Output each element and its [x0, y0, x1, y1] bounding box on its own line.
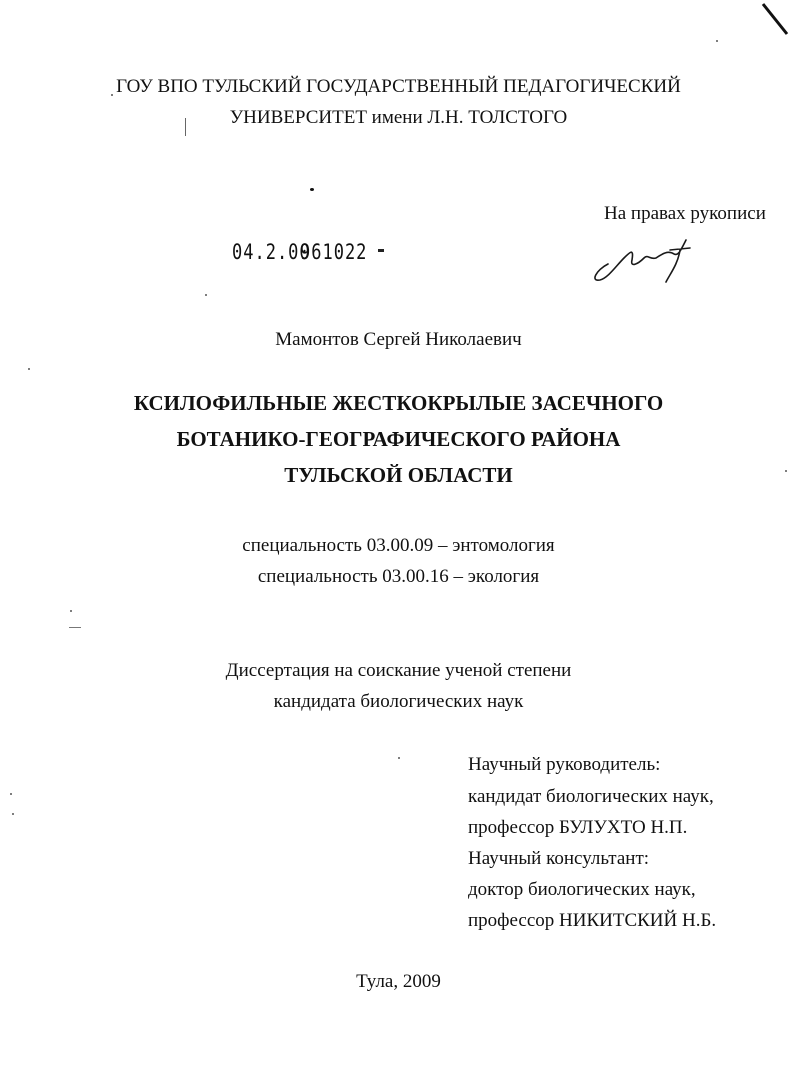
speck: [10, 793, 12, 795]
supervisor-name: профессор БУЛУХТО Н.П.: [468, 817, 688, 838]
title-line-1: КСИЛОФИЛЬНЫЕ ЖЕСТКОКРЫЛЫЕ ЗАСЕЧНОГО: [133, 391, 664, 415]
supervisor-heading: Научный руководитель:: [468, 754, 661, 775]
consultant-name: профессор НИКИТСКИЙ Н.Б.: [468, 910, 717, 931]
speck: [70, 610, 72, 612]
consultant-degree: доктор биологических наук,: [468, 879, 696, 900]
stamp-date: 04.2.00: [232, 240, 311, 265]
speck: [716, 40, 718, 42]
place-year: Тула, 2009: [356, 971, 441, 992]
scan-mark: [755, 0, 797, 40]
title-line-3: ТУЛЬСКОЙ ОБЛАСТИ: [284, 463, 513, 487]
speck: [205, 294, 207, 296]
title-line-2: БОТАНИКО-ГЕОГРАФИЧЕСКОГО РАЙОНА: [176, 427, 621, 451]
stamp-dash: [378, 249, 384, 252]
author: Мамонтов Сергей Николаевич: [275, 329, 522, 350]
speck: [398, 757, 400, 759]
institution-line-1: ГОУ ВПО ТУЛЬСКИЙ ГОСУДАРСТВЕННЫЙ ПЕДАГОГИЧЕСКИЙ: [116, 76, 681, 97]
signature: [586, 230, 706, 290]
specialty-1: специальность 03.00.09 – энтомология: [242, 535, 555, 556]
speck: [28, 368, 30, 370]
specialty-2: специальность 03.00.16 – экология: [257, 566, 540, 587]
consultant-heading: Научный консультант:: [468, 848, 650, 869]
degree-line-2: кандидата биологических наук: [273, 691, 524, 712]
speck: [12, 813, 14, 815]
speck: [310, 188, 314, 191]
manuscript-note: На правах рукописи: [604, 203, 766, 224]
stamp-number: 961022: [300, 240, 368, 265]
institution-line-2: УНИВЕРСИТЕТ имени Л.Н. ТОЛСТОГО: [229, 107, 568, 128]
speck: [69, 627, 81, 628]
supervisor-degree: кандидат биологических наук,: [468, 786, 714, 807]
degree-line-1: Диссертация на соискание ученой степени: [225, 660, 572, 681]
